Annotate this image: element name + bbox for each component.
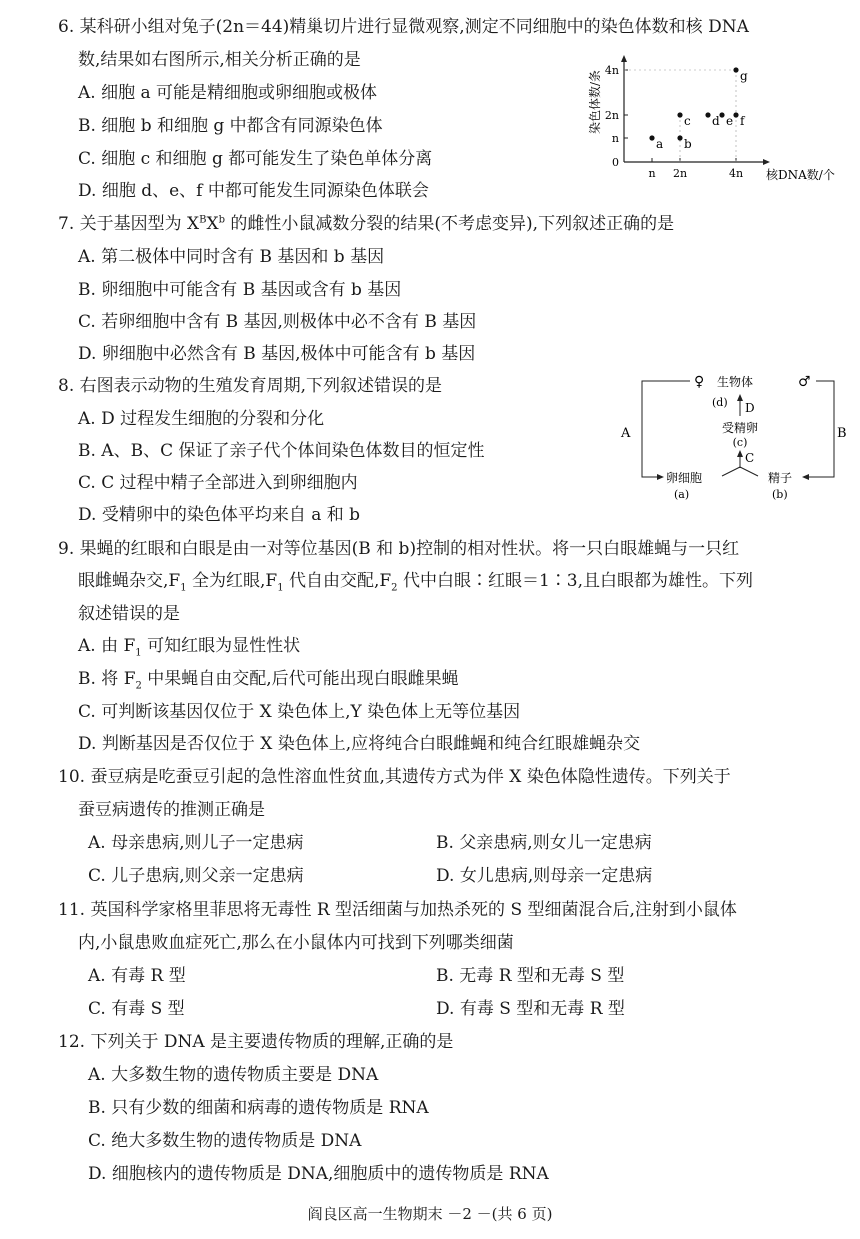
arrow-d-head (737, 394, 743, 401)
q9-a-pre: A. 由 F (78, 636, 136, 656)
q12-option-b: B. 只有少数的细菌和病毒的遗传物质是 RNA (88, 1098, 429, 1118)
q12-stem: 12. 下列关于 DNA 是主要遗传物质的理解,正确的是 (58, 1032, 454, 1052)
label-a-paren: (a) (674, 488, 690, 501)
chart-xlabel: 核DNA数/个 (766, 168, 835, 182)
q7-stem-mid: X (206, 214, 219, 234)
q6-stem-line1: 6. 某科研小组对兔子(2n＝44)精巢切片进行显微观察,测定不同细胞中的染色体数和核 DNA (58, 17, 749, 37)
data-label-b: b (684, 137, 692, 151)
data-label-f: f (740, 114, 745, 128)
sperm-label: 精子 (768, 471, 793, 485)
q9-l2-d: 代中白眼∶红眼＝1∶3,且白眼都为雄性。下列 (397, 571, 753, 591)
y-tick-label: n (611, 132, 619, 145)
q8-option-d: D. 受精卵中的染色体平均来自 a 和 b (78, 505, 361, 525)
q11-option-d: D. 有毒 S 型和无毒 R 型 (436, 999, 625, 1019)
x-tick-label: 4n (728, 167, 744, 180)
q7-stem (58, 213, 674, 235)
female-symbol: ♀ (694, 374, 705, 390)
q10-option-c: C. 儿子患病,则父亲一定患病 (88, 866, 304, 886)
egg-label: 卵细胞 (666, 471, 703, 485)
q9-stem-line3: 叙述错误的是 (78, 604, 180, 624)
data-point-c (677, 112, 682, 117)
q9-a-sub: 1 (135, 647, 142, 659)
path-a-arrow (657, 474, 664, 480)
q9-b-sub: 2 (135, 680, 142, 692)
q7-option-d: D. 卵细胞中必然含有 B 基因,极体中可能含有 b 基因 (78, 344, 476, 364)
y-tick-label: 0 (612, 156, 619, 169)
q6-option-a: A. 细胞 a 可能是精细胞或卵细胞或极体 (78, 83, 378, 103)
q9-b-post: 中果蝇自由交配,后代可能出现白眼雌果蝇 (141, 669, 459, 689)
sperm-to-c-line (740, 467, 758, 476)
q12-option-d: D. 细胞核内的遗传物质是 DNA,细胞质中的遗传物质是 RNA (88, 1164, 549, 1184)
label-a: A (621, 426, 631, 441)
male-symbol: ♂ (798, 374, 811, 390)
q7-stem-post: 的雌性小鼠减数分裂的结果(不考虑变异),下列叙述正确的是 (225, 214, 675, 234)
q11-stem-line2: 内,小鼠患败血症死亡,那么在小鼠体内可找到下列哪类细菌 (78, 933, 514, 953)
q9-l2-sub2: 1 (277, 582, 284, 594)
egg-to-c-line (722, 467, 740, 476)
q9-option-d: D. 判断基因是否仅位于 X 染色体上,应将纯合白眼雌蝇和纯合红眼雄蝇杂交 (78, 734, 641, 754)
data-label-d: d (712, 114, 720, 128)
q8-option-b: B. A、B、C 保证了亲子代个体间染色体数目的恒定性 (78, 441, 485, 461)
q7-sup-lower-b: b (218, 214, 226, 226)
zygote-label: 受精卵 (721, 421, 759, 435)
y-axis-arrow (621, 55, 627, 62)
q7-option-c: C. 若卵细胞中含有 B 基因,则极体中必不含有 B 基因 (78, 312, 477, 332)
q9-option-c: C. 可判断该基因仅位于 X 染色体上,Y 染色体上无等位基因 (78, 702, 521, 722)
label-b-paren: (b) (772, 488, 788, 501)
data-label-c: c (684, 114, 691, 128)
data-label-a: a (656, 137, 664, 151)
q8-life-cycle-diagram (618, 372, 848, 504)
y-tick-label: 4n (604, 64, 619, 77)
page-footer: 阎良区高一生物期末 －2 －(共 6 页) (307, 1205, 553, 1223)
organism-label: 生物体 (717, 375, 754, 389)
q7-option-a: A. 第二极体中同时含有 B 基因和 b 基因 (78, 247, 385, 267)
label-c: C (745, 451, 755, 465)
y-tick-label: 2n (604, 109, 619, 122)
q11-option-b: B. 无毒 R 型和无毒 S 型 (436, 966, 625, 986)
q9-option-b (78, 668, 459, 690)
path-a-line (642, 381, 690, 477)
data-point-e (719, 112, 724, 117)
q9-l2-b: 全为红眼,F (186, 571, 278, 591)
q9-stem-line1: 9. 果蝇的红眼和白眼是由一对等位基因(B 和 b)控制的相对性状。将一只白眼雄蝇与一只红 (58, 539, 740, 559)
q9-l2-sub1: 1 (180, 582, 187, 594)
q9-l2-c: 代自由交配,F (283, 571, 392, 591)
label-d-paren: (d) (712, 396, 728, 409)
q7-sup-b: B (199, 214, 207, 226)
q9-l2-sub3: 2 (391, 582, 398, 594)
q10-stem-line2: 蚕豆病遗传的推测正确是 (78, 800, 265, 820)
data-label-e: e (726, 114, 734, 128)
q6-option-b: B. 细胞 b 和细胞 g 中都含有同源染色体 (78, 116, 383, 136)
q6-option-d: D. 细胞 d、e、f 中都可能发生同源染色体联会 (78, 181, 429, 201)
q11-stem-line1: 11. 英国科学家格里菲思将无毒性 R 型活细菌与加热杀死的 S 型细菌混合后,注射到小鼠体 (58, 900, 737, 920)
data-point-g (733, 67, 738, 72)
label-d: D (745, 401, 755, 415)
path-b-arrow (802, 474, 809, 480)
path-b-line (808, 381, 834, 477)
x-axis-arrow (763, 159, 770, 165)
q9-option-a (78, 635, 300, 657)
data-label-g: g (740, 69, 748, 83)
q9-a-post: 可知红眼为显性性状 (141, 636, 301, 656)
q7-stem-pre: 7. 关于基因型为 X (58, 214, 200, 234)
q10-option-a: A. 母亲患病,则儿子一定患病 (88, 833, 304, 853)
q7-option-b: B. 卵细胞中可能含有 B 基因或含有 b 基因 (78, 280, 402, 300)
q9-stem-line2 (78, 570, 753, 592)
q6-scatter-chart (588, 54, 846, 184)
q8-option-c: C. C 过程中精子全部进入到卵细胞内 (78, 473, 358, 493)
x-tick-label: 2n (672, 167, 688, 180)
label-c-paren: (c) (732, 436, 748, 449)
q11-option-c: C. 有毒 S 型 (88, 999, 185, 1019)
q12-option-c: C. 绝大多数生物的遗传物质是 DNA (88, 1131, 362, 1151)
q12-option-a: A. 大多数生物的遗传物质主要是 DNA (88, 1065, 379, 1085)
data-point-a (649, 135, 654, 140)
q10-option-b: B. 父亲患病,则女儿一定患病 (436, 833, 652, 853)
q6-option-c: C. 细胞 c 和细胞 g 都可能发生了染色单体分离 (78, 149, 433, 169)
q9-b-pre: B. 将 F (78, 669, 136, 689)
arrow-c-head (737, 450, 743, 457)
q10-option-d: D. 女儿患病,则母亲一定患病 (436, 866, 653, 886)
chart-ylabel: 染色体数/条 (588, 69, 602, 135)
data-point-f (733, 112, 738, 117)
q8-option-a: A. D 过程发生细胞的分裂和分化 (78, 409, 325, 429)
data-point-d (705, 112, 710, 117)
q9-l2-a: 眼雌蝇杂交,F (78, 571, 181, 591)
x-tick-label: n (648, 167, 656, 180)
q10-stem-line1: 10. 蚕豆病是吃蚕豆引起的急性溶血性贫血,其遗传方式为伴 X 染色体隐性遗传。下列关于 (58, 767, 731, 787)
data-point-b (677, 135, 682, 140)
q6-stem-line2: 数,结果如右图所示,相关分析正确的是 (78, 50, 361, 70)
q11-option-a: A. 有毒 R 型 (88, 966, 186, 986)
label-b: B (837, 426, 847, 441)
q8-stem: 8. 右图表示动物的生殖发育周期,下列叙述错误的是 (58, 376, 443, 396)
